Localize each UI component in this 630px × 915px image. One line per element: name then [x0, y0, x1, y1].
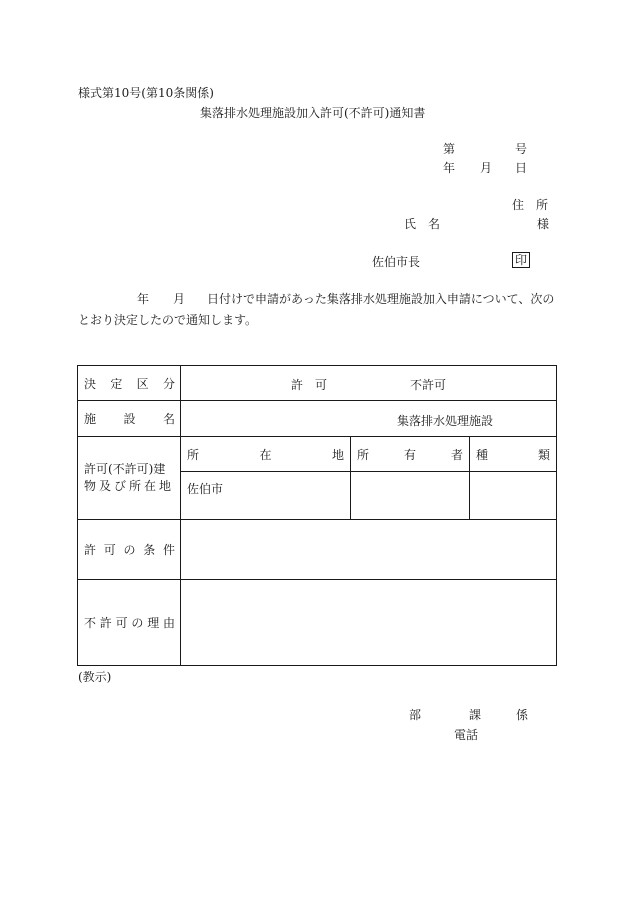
permit-conditions-value: [181, 520, 557, 580]
header-char: 類: [538, 447, 551, 462]
label-char: 区: [136, 376, 149, 391]
header-char: 種: [476, 447, 489, 462]
label-char: 不: [84, 616, 97, 630]
document-title: 集落排水処理施設加入許可(不許可)通知書: [200, 106, 426, 120]
location-column-header: [181, 437, 351, 472]
date-year: 年: [443, 161, 456, 175]
form-number: 様式第10号(第10条関係): [78, 86, 214, 100]
label-char: 件: [162, 543, 175, 557]
date-day: 日: [515, 161, 528, 175]
row-nonpermit-reason: [78, 580, 557, 666]
type-column-header: [470, 437, 557, 472]
label-char: 決: [84, 376, 97, 391]
header-char: 有: [403, 447, 416, 462]
nonpermit-reason-label: [78, 580, 181, 666]
instruction-label: (教示): [78, 670, 112, 684]
body-line2: とおり決定したので通知します。: [78, 313, 258, 327]
header-char: 所: [187, 447, 200, 462]
facility-name-text: 集落排水処理施設: [397, 413, 494, 428]
header-char: 地: [331, 447, 344, 462]
label-char: 定: [110, 376, 123, 391]
building-location-label-line2: 物及び所在地: [84, 479, 175, 493]
row-permit-conditions: [78, 520, 557, 580]
nonpermit-reason-value: [181, 580, 557, 666]
dept-label: 部: [409, 708, 422, 722]
facility-name-value: [181, 401, 557, 437]
decision-category-value: [181, 366, 557, 401]
label-char: 由: [162, 616, 175, 630]
label-char: 分: [162, 376, 175, 391]
body-line1: 日付けで申請があった集落排水処理施設加入申請について、次の: [207, 292, 555, 306]
nonpermit-option: 不許可: [410, 378, 447, 392]
label-char: 設: [123, 412, 136, 426]
header-char: 在: [259, 447, 272, 462]
permit-conditions-label: [78, 520, 181, 580]
body-month: 月: [173, 292, 186, 306]
number-go: 号: [515, 142, 528, 156]
staff-label: 係: [516, 708, 529, 722]
address-label: 住 所: [512, 198, 549, 212]
label-char: 名: [162, 412, 175, 426]
name-label: 氏 名: [404, 217, 441, 231]
row-facility-name: [78, 401, 557, 437]
label-char: 施: [84, 412, 97, 426]
section-label: 課: [469, 708, 482, 722]
date-month: 月: [480, 161, 493, 175]
label-char: 許: [84, 543, 97, 557]
building-location-label: [78, 437, 181, 520]
facility-name-label: [78, 401, 181, 437]
row-decision-category: [78, 366, 557, 401]
honorific: 様: [537, 217, 550, 231]
owner-value-cell: [351, 472, 470, 520]
decision-table: [77, 365, 557, 666]
label-char: 理: [147, 616, 160, 630]
phone-label: 電話: [454, 728, 479, 742]
owner-column-header: [351, 437, 470, 472]
header-char: 所: [357, 447, 370, 462]
label-char: の: [131, 616, 144, 630]
mayor-title: 佐伯市長: [372, 255, 421, 269]
header-char: 者: [450, 447, 463, 462]
building-location-label-line1: 許可(不許可)建: [84, 462, 166, 476]
seal-text: 印: [512, 252, 530, 268]
location-value-cell: [181, 472, 351, 520]
seal-mark: [512, 253, 530, 267]
label-char: 可: [103, 543, 116, 557]
number-dai: 第: [443, 142, 456, 156]
label-char: 可: [115, 616, 128, 630]
decision-category-label: [78, 366, 181, 401]
label-char: 条: [143, 543, 156, 557]
label-char: の: [123, 543, 136, 557]
location-value: 佐伯市: [187, 482, 224, 496]
body-year: 年: [137, 292, 150, 306]
permit-option: 許 可: [291, 378, 328, 392]
label-char: 許: [99, 616, 112, 630]
row-building-header: [78, 437, 557, 472]
type-value-cell: [470, 472, 557, 520]
